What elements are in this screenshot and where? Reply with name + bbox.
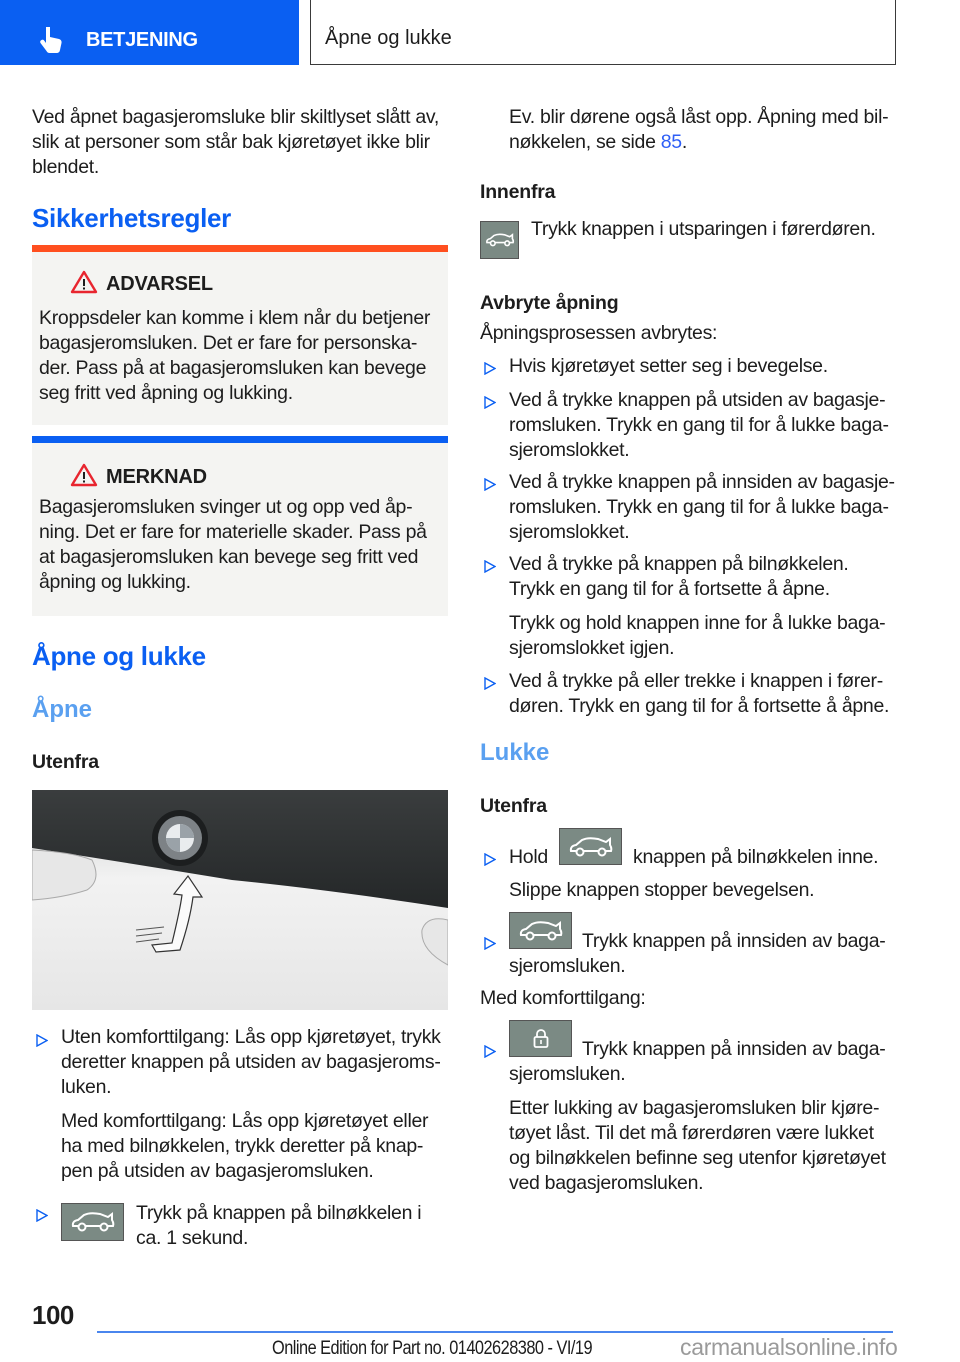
text-line: Bagasjeromsluken svinger ut og opp ved åp- — [39, 496, 413, 518]
warning-triangle-icon — [70, 270, 98, 294]
list-item-text: Trykk knappen på innsiden av baga- — [582, 1038, 886, 1060]
list-item-text: knappen på bilnøkkelen inne. — [633, 846, 879, 868]
text-line: Hvis kjøretøyet setter seg i bevegelse. — [509, 355, 828, 377]
bullet-icon — [484, 677, 496, 693]
pointing-hand-icon — [40, 27, 64, 53]
cancel-intro: Åpningsprosessen avbrytes: — [480, 322, 718, 344]
text-line: luken. — [61, 1076, 112, 1098]
text-line: ca. 1 sekund. — [136, 1227, 249, 1249]
text-fragment: . — [681, 131, 687, 153]
text-line: Med komforttilgang: Lås opp kjøretøyet eller — [61, 1110, 429, 1132]
text-line: Ved å trykke på eller trekke i knappen i fører- — [509, 670, 883, 692]
list-item — [509, 470, 895, 545]
section-tab-label: BETJENING — [86, 29, 198, 51]
bullet-icon — [484, 362, 496, 378]
text-line: Trykk på knappen på bilnøkkelen i — [136, 1202, 422, 1224]
text-line: Trykk en gang til for å fortsette å åpne. — [509, 578, 830, 600]
outside-heading: Utenfra — [32, 751, 99, 773]
trunk-release-image — [32, 790, 448, 1010]
section-tab — [0, 0, 299, 65]
text-line: Etter lukking av bagasjeromsluken blir kjøre- — [509, 1097, 880, 1119]
close-outside-heading: Utenfra — [480, 795, 547, 817]
text-line — [509, 130, 888, 155]
page-number: 100 — [32, 1300, 74, 1330]
open-heading: Åpne — [32, 696, 92, 723]
note-box — [32, 436, 448, 616]
comfort-label: Med komforttilgang: — [480, 987, 646, 1009]
text-line: Ved å trykke knappen på utsiden av bagasje- — [509, 389, 886, 411]
bullet-icon — [36, 1209, 48, 1225]
text-line: pen på utsiden av bagasjeromsluken. — [61, 1160, 374, 1182]
chapter-header — [310, 0, 896, 65]
footer-divider — [97, 1331, 893, 1333]
list-item — [509, 552, 885, 661]
text-line: romsluken. Trykk en gang til for å lukke baga- — [509, 496, 889, 518]
text-line: slik at personer som står bak kjøretøyet ikke blir — [32, 131, 430, 153]
text-line: deretter knappen på utsiden av bagasjeroms- — [61, 1051, 441, 1073]
continuation-paragraph — [509, 105, 888, 155]
text-line: ning. Det er fare for materielle skader. Pass på — [39, 521, 427, 543]
warning-text — [39, 306, 449, 406]
list-item-extra: Slippe knappen stopper bevegelsen. — [509, 879, 815, 901]
text-line: Ev. blir dørene også låst opp. Åpning med bil- — [509, 106, 889, 128]
chapter-title: Åpne og lukke — [325, 27, 452, 49]
trunk-button-icon — [61, 1203, 124, 1241]
bullet-icon — [484, 478, 496, 494]
text-line: ha med bilnøkkelen, trykk deretter på knap- — [61, 1135, 424, 1157]
bullet-icon — [36, 1034, 48, 1050]
text-line: Ved å trykke knappen på innsiden av bagasje- — [509, 471, 895, 493]
text-line: sjeromslokket igjen. — [509, 637, 675, 659]
text-fragment: nøkkelen, se side — [509, 131, 661, 153]
edition-text: Online Edition for Part no. 01402628380 - VI/19 — [272, 1338, 593, 1359]
note-title: MERKNAD — [106, 466, 207, 488]
text-line: sjeromslokket. — [509, 521, 630, 543]
text-line: sjeromslokket. — [509, 439, 630, 461]
bullet-icon — [484, 937, 496, 953]
text-line: Trykk og hold knappen inne for å lukke baga- — [509, 612, 886, 634]
text-line: blendet. — [32, 156, 99, 178]
bullet-icon — [484, 1045, 496, 1061]
text-line: Ved å trykke på knappen på bilnøkkelen. — [509, 553, 849, 575]
trunk-button-icon — [559, 828, 622, 865]
text-line: seg fritt ved åpning og lukking. — [39, 382, 293, 404]
text-line: tøyet låst. Til det må førerdøren være lukket — [509, 1122, 874, 1144]
lock-button-icon — [509, 1020, 572, 1057]
bullet-icon — [484, 560, 496, 576]
cancel-heading: Avbryte åpning — [480, 292, 619, 314]
trunk-button-icon — [480, 221, 519, 259]
list-item-text: sjeromsluken. — [509, 1063, 626, 1085]
intro-paragraph — [32, 105, 439, 180]
list-item — [509, 354, 828, 379]
bullet-icon — [484, 396, 496, 412]
text-line: Kroppsdeler kan komme i klem når du betjener — [39, 307, 431, 329]
text-line: Uten komforttilgang: Lås opp kjøretøyet, trykk — [61, 1026, 441, 1048]
watermark: carmanualsonline.info — [680, 1334, 898, 1360]
text-line: at bagasjeromsluken kan bevege seg fritt ved — [39, 546, 419, 568]
text-line: der. Pass på at bagasjeromsluken kan bevege — [39, 357, 427, 379]
list-item — [509, 669, 889, 719]
inside-text: Trykk knappen i utsparingen i førerdøren. — [531, 218, 876, 240]
safety-heading: Sikkerhetsregler — [32, 203, 231, 233]
text-line: bagasjeromsluken. Det er fare for personska- — [39, 332, 418, 354]
text-line: romsluken. Trykk en gang til for å lukke baga- — [509, 414, 889, 436]
text-line: og bilnøkkelen befinne seg utenfor kjøretøyet — [509, 1147, 886, 1169]
list-item — [61, 1025, 451, 1184]
warning-box — [32, 245, 448, 425]
page-link[interactable]: 85 — [660, 131, 682, 153]
bullet-icon — [484, 853, 496, 869]
hold-label: Hold — [509, 846, 548, 868]
text-line: åpning og lukking. — [39, 571, 191, 593]
text-line: døren. Trykk en gang til for å fortsette å åpne. — [509, 695, 890, 717]
note-bar — [32, 436, 448, 443]
warning-triangle-icon — [70, 463, 98, 487]
list-item — [136, 1201, 421, 1251]
trunk-button-icon — [509, 912, 572, 949]
close-heading: Lukke — [480, 739, 550, 766]
warning-bar — [32, 245, 448, 252]
list-item-extra — [509, 1096, 886, 1196]
main-heading: Åpne og lukke — [32, 641, 206, 671]
trunk-illustration — [32, 790, 448, 1010]
note-text — [39, 495, 449, 595]
inside-heading: Innenfra — [480, 181, 556, 203]
list-item-text: Trykk knappen på innsiden av baga- — [582, 930, 886, 952]
text-line: Ved åpnet bagasjeromsluke blir skiltlyset slått av, — [32, 106, 440, 128]
text-line: ved bagasjeromsluken. — [509, 1172, 704, 1194]
list-item — [509, 388, 889, 463]
warning-title: ADVARSEL — [106, 273, 213, 295]
list-item-text: sjeromsluken. — [509, 955, 626, 977]
